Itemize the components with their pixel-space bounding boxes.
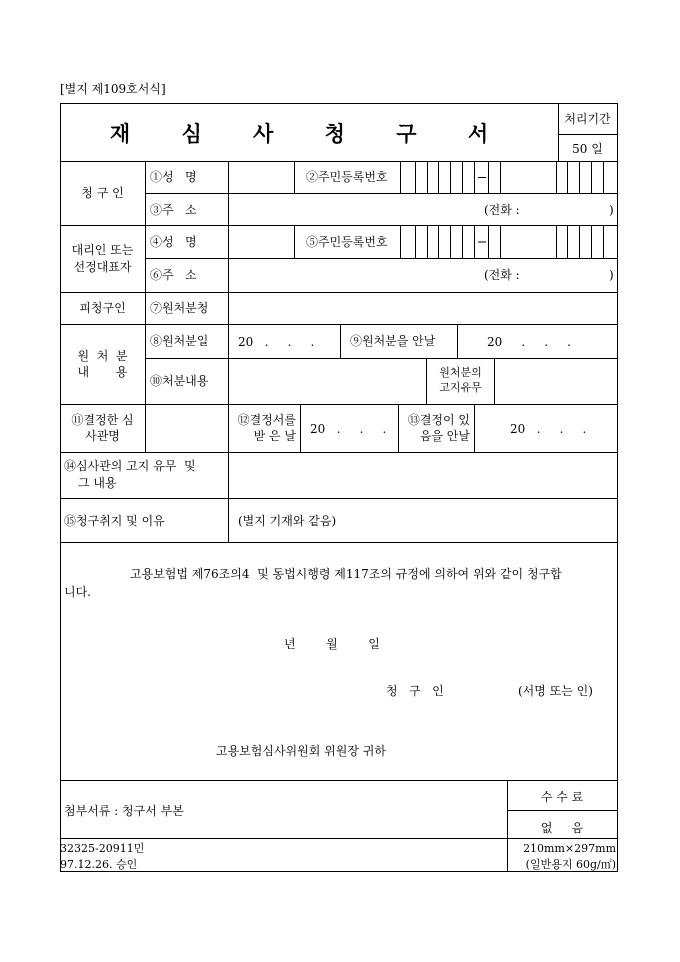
claimant-name-field[interactable]	[229, 162, 294, 193]
claimant-id-boxes[interactable]	[400, 161, 618, 194]
declaration-text-line2: 니다.	[64, 585, 91, 599]
form-title: 재 심 사 청 구 서	[109, 121, 511, 146]
form-number: [별지 제109호서식]	[60, 82, 166, 96]
notify-label	[427, 358, 494, 404]
disposition-section-label	[60, 324, 145, 404]
disposition-notice-label: ⑨원처분을 안날	[350, 334, 436, 348]
agent-phone-label: (전화 :	[484, 268, 520, 282]
footer-paper: (일반용지 60g/㎡)	[525, 858, 616, 871]
footer-size: 210mm×297mm	[523, 842, 616, 855]
decision-known-label	[399, 404, 474, 452]
agent-section-line2: 선정대표자	[73, 259, 132, 274]
agent-section-line1: 대리인 또는	[71, 243, 134, 258]
review-notice-line2: 그 내용	[78, 476, 117, 491]
decision-known-line1: ⑬결정이 있	[407, 412, 470, 427]
decision-known-line2: 음을 안날	[419, 429, 470, 443]
disposition-content-field[interactable]	[229, 359, 425, 404]
agent-phone-close: )	[609, 268, 614, 282]
decision-received-line2: 받 은 날	[253, 429, 296, 443]
decision-received-value[interactable]: 20 . . .	[310, 422, 387, 436]
declaration-text-line1: 고용보험법 제76조의4 및 동법시행령 제117조의 규정에 의하여 위와 같이 청구합	[130, 567, 562, 581]
withdrawal-label: ⑮청구취지 및 이유	[64, 514, 165, 528]
attachment-label: 첨부서류 : 청구서 부본	[64, 804, 184, 818]
decision-agency-line1: ⑪결정한 심	[71, 412, 134, 427]
decision-received-label	[228, 404, 300, 452]
fee-label: 수 수 료	[540, 790, 584, 804]
claimant-name-label: ①성 명	[150, 170, 197, 184]
withdrawal-value[interactable]: (별지 기재와 같음)	[238, 514, 337, 528]
agency-label: ⑦원처분청	[150, 301, 209, 315]
disposition-date-label: ⑧원처분일	[150, 334, 209, 348]
decision-agency-line2: 사관명	[85, 429, 120, 443]
review-notice-line1: ⑭심사관의 고지 유무 및	[64, 459, 196, 473]
decision-received-line1: ⑫결정서를	[237, 412, 296, 427]
processing-label: 처리기간	[564, 112, 611, 126]
declaration-date[interactable]: 년 월 일	[284, 637, 380, 651]
agent-section-label	[60, 225, 145, 292]
agent-address-field[interactable]	[229, 259, 479, 292]
agency-field[interactable]	[229, 293, 617, 324]
fee-value: 없 음	[540, 821, 584, 835]
agent-address-label: ⑥주 소	[150, 268, 197, 282]
notify-field[interactable]	[495, 359, 617, 404]
claimant-phone-label: (전화 :	[484, 203, 520, 217]
respondent-label: 피청구인	[79, 300, 126, 315]
notify-line1: 원처분의	[439, 366, 482, 380]
disposition-content-label: ⑩처분내용	[150, 374, 209, 388]
agent-id-boxes[interactable]	[400, 225, 618, 259]
footer-approval: 97.12.26. 승인	[60, 858, 138, 871]
decision-agency-field[interactable]	[146, 405, 228, 452]
review-notice-field[interactable]	[229, 453, 617, 498]
declaration-sign[interactable]: (서명 또는 인)	[518, 684, 593, 698]
claimant-section-label: 청 구 인	[81, 185, 124, 200]
agent-id-label: ⑤주민등록번호	[306, 235, 388, 249]
decision-agency-label	[60, 404, 145, 452]
notify-line2: 고지유무	[439, 381, 482, 394]
declaration-recipient: 고용보험심사위원회 위원장 귀하	[216, 744, 386, 758]
agent-name-field[interactable]	[229, 226, 294, 258]
disposition-section-line2: 내 용	[77, 365, 128, 379]
claimant-address-field[interactable]	[229, 194, 479, 225]
claimant-id-label: ②주민등록번호	[306, 170, 388, 184]
claimant-phone-close: )	[609, 203, 614, 217]
review-notice-label	[64, 458, 228, 493]
disposition-date-value[interactable]: 20 . . .	[238, 335, 315, 349]
agent-name-label: ④성 명	[150, 235, 197, 249]
claimant-address-label: ③주 소	[150, 203, 197, 217]
disposition-notice-value[interactable]: 20 . . .	[487, 335, 571, 349]
footer-code: 32325-20911민	[60, 842, 145, 855]
disposition-section-line1: 원 처 분	[77, 348, 128, 363]
decision-known-value[interactable]: 20 . . .	[510, 422, 587, 436]
declaration-claimant: 청 구 인	[386, 684, 444, 698]
processing-period: 50 일	[572, 142, 603, 156]
